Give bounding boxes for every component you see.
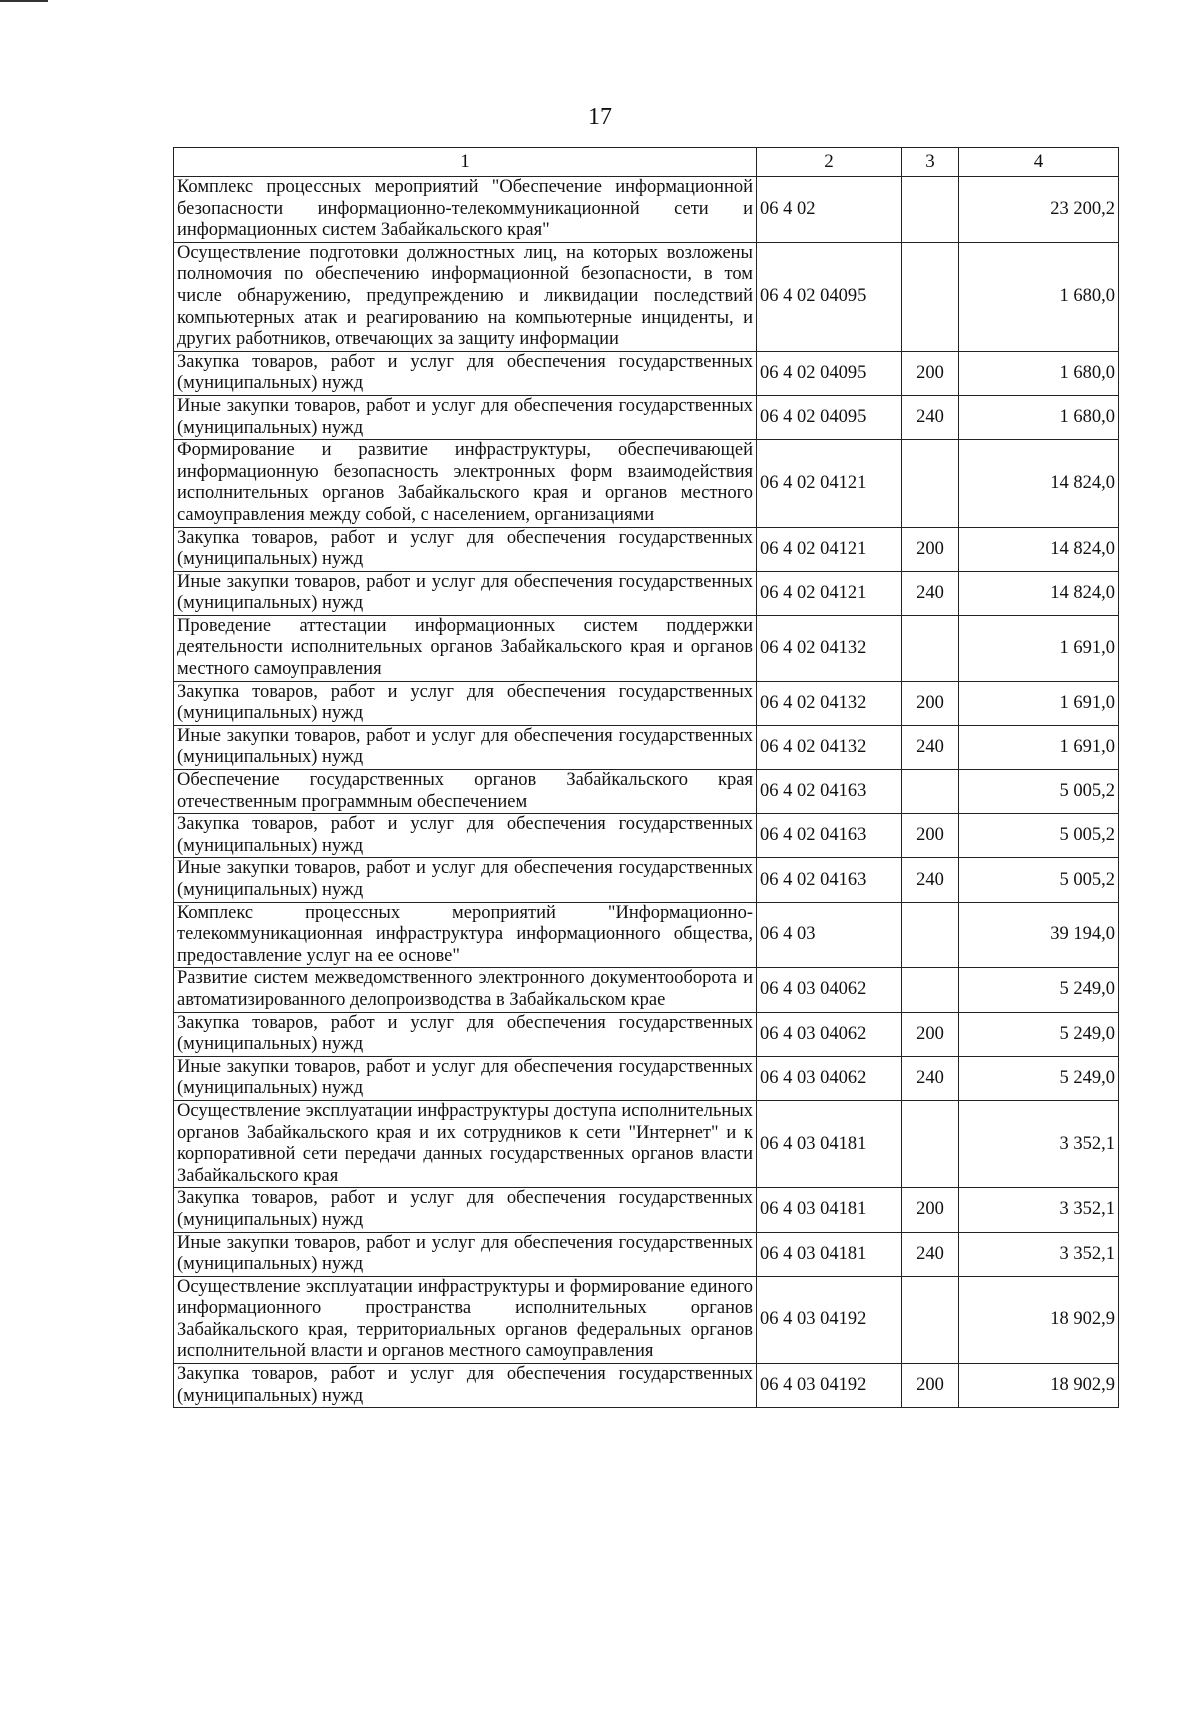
row-code: 06 4 02 04121 [757, 440, 902, 527]
row-vr: 240 [902, 858, 959, 902]
row-vr: 200 [902, 681, 959, 725]
row-name: Закупка товаров, работ и услуг для обеспечения государственных (муниципальных) нужд [174, 814, 757, 858]
row-name: Закупка товаров, работ и услуг для обеспечения государственных (муниципальных) нужд [174, 527, 757, 571]
row-code: 06 4 02 04121 [757, 527, 902, 571]
row-sum: 5 249,0 [959, 1012, 1119, 1056]
row-code: 06 4 02 04095 [757, 351, 902, 395]
row-vr [902, 440, 959, 527]
row-code: 06 4 02 04095 [757, 242, 902, 351]
row-name: Комплекс процессных мероприятий "Обеспечение информационной безопасности информационно-телекоммуникационной сети и информационных систем Забайкальского края" [174, 177, 757, 243]
row-sum: 3 352,1 [959, 1232, 1119, 1276]
row-vr [902, 968, 959, 1012]
row-name: Осуществление эксплуатации инфраструктуры и формирование единого информационного пространства исполнительных органов Забайкальского края, территориальных органов федеральных органов исполнительной власти и органов местного самоуправления [174, 1276, 757, 1363]
row-sum: 14 824,0 [959, 440, 1119, 527]
row-name: Иные закупки товаров, работ и услуг для обеспечения государственных (муниципальных) нужд [174, 571, 757, 615]
row-sum: 5 005,2 [959, 814, 1119, 858]
row-code: 06 4 03 04181 [757, 1232, 902, 1276]
row-name: Комплекс процессных мероприятий "Информационно-телекоммуникационная инфраструктура информационного общества, предоставление услуг на ее основе" [174, 902, 757, 968]
row-name: Обеспечение государственных органов Забайкальского края отечественным программным обеспечением [174, 770, 757, 814]
row-sum: 5 249,0 [959, 1056, 1119, 1100]
row-code: 06 4 02 04163 [757, 858, 902, 902]
row-sum: 1 691,0 [959, 615, 1119, 681]
row-name: Иные закупки товаров, работ и услуг для обеспечения государственных (муниципальных) нужд [174, 1056, 757, 1100]
table-row [174, 814, 1119, 858]
table-row [174, 395, 1119, 439]
table-row [174, 725, 1119, 769]
row-vr: 240 [902, 571, 959, 615]
row-sum: 23 200,2 [959, 177, 1119, 243]
row-code: 06 4 03 04062 [757, 1012, 902, 1056]
row-name: Формирование и развитие инфраструктуры, обеспечивающей информационную безопасность электронных форм взаимодействия исполнительных органов Забайкальского края и органов местного самоуправления между собой, с населением, организациями [174, 440, 757, 527]
table-row [174, 1276, 1119, 1363]
table-row [174, 1232, 1119, 1276]
row-name: Закупка товаров, работ и услуг для обеспечения государственных (муниципальных) нужд [174, 351, 757, 395]
row-code: 06 4 03 04181 [757, 1100, 902, 1187]
row-name: Закупка товаров, работ и услуг для обеспечения государственных (муниципальных) нужд [174, 681, 757, 725]
table-row [174, 770, 1119, 814]
row-vr [902, 902, 959, 968]
row-vr: 200 [902, 1364, 959, 1408]
row-name: Иные закупки товаров, работ и услуг для обеспечения государственных (муниципальных) нужд [174, 395, 757, 439]
row-name: Закупка товаров, работ и услуг для обеспечения государственных (муниципальных) нужд [174, 1364, 757, 1408]
row-sum: 14 824,0 [959, 571, 1119, 615]
row-name: Осуществление подготовки должностных лиц, на которых возложены полномочия по обеспечению информационной безопасности, в том числе обнаружению, предупреждению и ликвидации последствий компьютерных атак и реагированию на компьютерные инциденты, и других работников, отвечающих за защиту информации [174, 242, 757, 351]
table-row [174, 177, 1119, 243]
row-sum: 1 680,0 [959, 242, 1119, 351]
row-code: 06 4 03 04062 [757, 968, 902, 1012]
row-sum: 5 005,2 [959, 770, 1119, 814]
row-sum: 14 824,0 [959, 527, 1119, 571]
row-code: 06 4 02 04132 [757, 615, 902, 681]
row-vr: 240 [902, 725, 959, 769]
row-vr: 200 [902, 351, 959, 395]
table-row [174, 571, 1119, 615]
table-row [174, 1012, 1119, 1056]
row-name: Проведение аттестации информационных систем поддержки деятельности исполнительных органов Забайкальского края и органов местного самоуправления [174, 615, 757, 681]
row-name: Закупка товаров, работ и услуг для обеспечения государственных (муниципальных) нужд [174, 1012, 757, 1056]
table-row [174, 527, 1119, 571]
page-number: 17 [588, 104, 612, 130]
row-vr [902, 615, 959, 681]
table-row [174, 1364, 1119, 1408]
table-row [174, 351, 1119, 395]
row-sum: 3 352,1 [959, 1188, 1119, 1232]
row-vr: 240 [902, 1056, 959, 1100]
row-code: 06 4 03 [757, 902, 902, 968]
header-col-3: 3 [902, 148, 959, 177]
row-name: Иные закупки товаров, работ и услуг для обеспечения государственных (муниципальных) нужд [174, 858, 757, 902]
row-vr: 200 [902, 814, 959, 858]
row-sum: 1 691,0 [959, 681, 1119, 725]
table-row [174, 1100, 1119, 1187]
row-vr [902, 770, 959, 814]
row-sum: 18 902,9 [959, 1276, 1119, 1363]
table-row [174, 440, 1119, 527]
row-code: 06 4 03 04192 [757, 1276, 902, 1363]
header-col-4: 4 [959, 148, 1119, 177]
row-vr: 200 [902, 527, 959, 571]
header-col-2: 2 [757, 148, 902, 177]
row-code: 06 4 02 04095 [757, 395, 902, 439]
table-row [174, 902, 1119, 968]
table-row [174, 858, 1119, 902]
table-row [174, 1188, 1119, 1232]
row-code: 06 4 02 [757, 177, 902, 243]
header-row [174, 148, 1119, 177]
row-sum: 5 005,2 [959, 858, 1119, 902]
row-code: 06 4 02 04121 [757, 571, 902, 615]
row-code: 06 4 03 04192 [757, 1364, 902, 1408]
row-sum: 1 680,0 [959, 351, 1119, 395]
row-vr [902, 242, 959, 351]
row-name: Иные закупки товаров, работ и услуг для обеспечения государственных (муниципальных) нужд [174, 1232, 757, 1276]
table-row [174, 615, 1119, 681]
table-row [174, 1056, 1119, 1100]
row-name: Закупка товаров, работ и услуг для обеспечения государственных (муниципальных) нужд [174, 1188, 757, 1232]
row-code: 06 4 03 04062 [757, 1056, 902, 1100]
row-vr [902, 1276, 959, 1363]
table-row [174, 968, 1119, 1012]
row-sum: 1 691,0 [959, 725, 1119, 769]
row-sum: 39 194,0 [959, 902, 1119, 968]
budget-table [173, 147, 1119, 1408]
row-vr: 240 [902, 1232, 959, 1276]
row-sum: 18 902,9 [959, 1364, 1119, 1408]
row-name: Иные закупки товаров, работ и услуг для обеспечения государственных (муниципальных) нужд [174, 725, 757, 769]
row-vr: 200 [902, 1188, 959, 1232]
row-code: 06 4 02 04132 [757, 725, 902, 769]
row-vr: 200 [902, 1012, 959, 1056]
scan-edge-mark [0, 0, 48, 2]
row-name: Развитие систем межведомственного электронного документооборота и автоматизированного делопроизводства в Забайкальском крае [174, 968, 757, 1012]
row-vr [902, 1100, 959, 1187]
row-sum: 3 352,1 [959, 1100, 1119, 1187]
row-name: Осуществление эксплуатации инфраструктуры доступа исполнительных органов Забайкальского края и их сотрудников к сети "Интернет" и к корпоративной сети передачи данных государственных органов власти Забайкальского края [174, 1100, 757, 1187]
row-vr [902, 177, 959, 243]
row-vr: 240 [902, 395, 959, 439]
row-sum: 1 680,0 [959, 395, 1119, 439]
header-col-1: 1 [174, 148, 757, 177]
row-code: 06 4 02 04132 [757, 681, 902, 725]
row-code: 06 4 02 04163 [757, 814, 902, 858]
table-row [174, 242, 1119, 351]
row-sum: 5 249,0 [959, 968, 1119, 1012]
table-row [174, 681, 1119, 725]
row-code: 06 4 02 04163 [757, 770, 902, 814]
row-code: 06 4 03 04181 [757, 1188, 902, 1232]
